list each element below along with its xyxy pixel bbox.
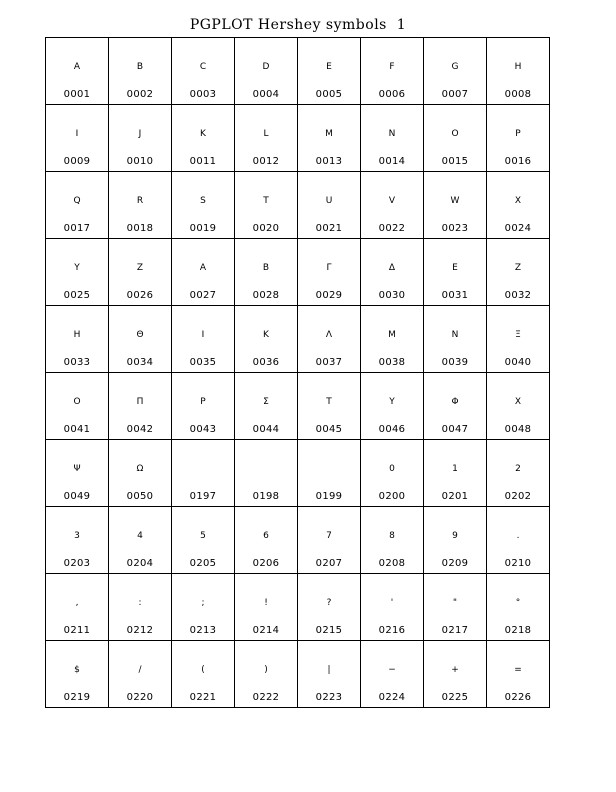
symbol-code: 0199 xyxy=(315,491,343,502)
symbol-code: 0211 xyxy=(63,625,91,636)
symbol-code: 0198 xyxy=(252,491,280,502)
symbol-code: 0031 xyxy=(441,290,469,301)
symbol-cell xyxy=(361,641,424,708)
symbol-cell xyxy=(298,105,361,172)
symbol-glyph: Τ xyxy=(326,397,332,407)
symbol-cell xyxy=(46,373,109,440)
symbol-code: 0202 xyxy=(504,491,532,502)
symbol-glyph: F xyxy=(389,62,395,72)
symbol-cell xyxy=(424,105,487,172)
symbol-cell xyxy=(172,641,235,708)
symbol-glyph: T xyxy=(263,196,269,206)
symbol-glyph xyxy=(235,463,297,475)
symbol-glyph: Β xyxy=(262,263,270,273)
symbol-glyph: ) xyxy=(264,665,268,675)
symbol-glyph: Σ xyxy=(263,397,269,407)
symbol-glyph: K xyxy=(200,129,206,139)
symbol-code: 0034 xyxy=(126,357,154,368)
symbol-cell xyxy=(109,239,172,306)
symbol-cell xyxy=(361,239,424,306)
symbol-code: 0047 xyxy=(441,424,469,435)
symbol-code: 0029 xyxy=(315,290,343,301)
symbol-cell xyxy=(172,38,235,105)
symbol-code: 0226 xyxy=(504,692,532,703)
symbol-code: 0048 xyxy=(504,424,532,435)
symbol-table xyxy=(45,37,550,708)
symbol-glyph: − xyxy=(388,665,396,675)
symbol-cell xyxy=(298,574,361,641)
symbol-cell xyxy=(46,105,109,172)
symbol-code: 0012 xyxy=(252,156,280,167)
symbol-cell xyxy=(487,172,550,239)
symbol-code: 0197 xyxy=(189,491,217,502)
symbol-glyph: X xyxy=(514,196,522,206)
symbol-glyph: : xyxy=(138,598,142,608)
symbol-code: 0038 xyxy=(378,357,406,368)
symbol-glyph: H xyxy=(514,62,522,72)
symbol-cell xyxy=(235,172,298,239)
symbol-cell xyxy=(424,239,487,306)
symbol-glyph: Ψ xyxy=(73,464,81,474)
symbol-cell xyxy=(109,373,172,440)
symbol-cell xyxy=(298,641,361,708)
symbol-glyph: Φ xyxy=(451,397,459,407)
symbol-cell xyxy=(361,373,424,440)
symbol-code: 0205 xyxy=(189,558,217,569)
symbol-cell xyxy=(235,306,298,373)
symbol-code: 0021 xyxy=(315,223,343,234)
symbol-cell xyxy=(298,38,361,105)
symbol-cell xyxy=(298,239,361,306)
symbol-cell xyxy=(487,574,550,641)
symbol-cell xyxy=(424,172,487,239)
symbol-code: 0208 xyxy=(378,558,406,569)
symbol-glyph: 0 xyxy=(389,464,395,474)
symbol-code: 0018 xyxy=(126,223,154,234)
symbol-code: 0009 xyxy=(63,156,91,167)
symbol-glyph: B xyxy=(136,62,144,72)
symbol-glyph: Ν xyxy=(451,330,459,340)
symbol-cell xyxy=(172,239,235,306)
symbol-code: 0204 xyxy=(126,558,154,569)
symbol-cell xyxy=(298,507,361,574)
symbol-glyph: Ι xyxy=(201,330,205,340)
symbol-cell xyxy=(172,507,235,574)
symbol-code: 0027 xyxy=(189,290,217,301)
symbol-code: 0039 xyxy=(441,357,469,368)
symbol-code: 0040 xyxy=(504,357,532,368)
symbol-code: 0013 xyxy=(315,156,343,167)
symbol-glyph: E xyxy=(326,62,332,72)
symbol-cell xyxy=(361,38,424,105)
symbol-code: 0014 xyxy=(378,156,406,167)
symbol-code: 0002 xyxy=(126,89,154,100)
symbol-glyph: A xyxy=(73,62,81,72)
symbol-glyph: 4 xyxy=(137,531,143,541)
symbol-code: 0020 xyxy=(252,223,280,234)
symbol-cell xyxy=(172,105,235,172)
symbol-cell xyxy=(487,105,550,172)
symbol-code: 0042 xyxy=(126,424,154,435)
symbol-cell xyxy=(235,507,298,574)
symbol-glyph: D xyxy=(262,62,270,72)
symbol-glyph: Χ xyxy=(514,397,522,407)
symbol-glyph: / xyxy=(138,665,142,675)
symbol-cell xyxy=(298,373,361,440)
symbol-glyph: Μ xyxy=(388,330,396,340)
symbol-code: 0017 xyxy=(63,223,91,234)
symbol-cell xyxy=(109,306,172,373)
symbol-code: 0019 xyxy=(189,223,217,234)
symbol-glyph: 2 xyxy=(515,464,521,474)
symbol-cell xyxy=(46,507,109,574)
symbol-code: 0221 xyxy=(189,692,217,703)
symbol-code: 0015 xyxy=(441,156,469,167)
symbol-code: 0201 xyxy=(441,491,469,502)
symbol-cell xyxy=(109,105,172,172)
symbol-code: 0203 xyxy=(63,558,91,569)
symbol-code: 0207 xyxy=(315,558,343,569)
symbol-glyph: ; xyxy=(201,598,205,608)
symbol-glyph: Δ xyxy=(388,263,396,273)
symbol-glyph: ° xyxy=(515,598,521,608)
symbol-glyph: N xyxy=(388,129,396,139)
symbol-glyph: Z xyxy=(136,263,144,273)
symbol-glyph: I xyxy=(75,129,79,139)
symbol-cell xyxy=(172,373,235,440)
symbol-glyph: Ζ xyxy=(514,263,522,273)
symbol-code: 0215 xyxy=(315,625,343,636)
symbol-glyph: 7 xyxy=(326,531,332,541)
symbol-glyph: W xyxy=(450,196,460,206)
symbol-cell xyxy=(361,574,424,641)
symbol-code: 0016 xyxy=(504,156,532,167)
symbol-glyph: Α xyxy=(199,263,207,273)
symbol-cell xyxy=(298,306,361,373)
symbol-cell xyxy=(46,306,109,373)
symbol-cell xyxy=(109,574,172,641)
symbol-glyph: Ω xyxy=(136,464,144,474)
symbol-glyph: ? xyxy=(326,598,332,608)
symbol-cell xyxy=(424,306,487,373)
symbol-glyph: 8 xyxy=(389,531,395,541)
symbol-code: 0200 xyxy=(378,491,406,502)
symbol-cell xyxy=(361,440,424,507)
symbol-code: 0220 xyxy=(126,692,154,703)
symbol-code: 0005 xyxy=(315,89,343,100)
symbol-code: 0033 xyxy=(63,357,91,368)
symbol-glyph: 9 xyxy=(452,531,458,541)
symbol-code: 0222 xyxy=(252,692,280,703)
symbol-glyph: C xyxy=(199,62,207,72)
symbol-code: 0219 xyxy=(63,692,91,703)
symbol-code: 0214 xyxy=(252,625,280,636)
symbol-code: 0050 xyxy=(126,491,154,502)
symbol-code: 0028 xyxy=(252,290,280,301)
symbol-cell xyxy=(46,172,109,239)
symbol-cell xyxy=(361,507,424,574)
symbol-glyph: 5 xyxy=(200,531,206,541)
symbol-cell xyxy=(46,574,109,641)
symbol-code: 0030 xyxy=(378,290,406,301)
symbol-glyph: M xyxy=(325,129,333,139)
symbol-glyph: S xyxy=(200,196,206,206)
symbol-glyph: Κ xyxy=(263,330,269,340)
symbol-code: 0209 xyxy=(441,558,469,569)
symbol-code: 0045 xyxy=(315,424,343,435)
symbol-glyph: R xyxy=(136,196,144,206)
symbol-glyph: + xyxy=(451,665,459,675)
symbol-code: 0206 xyxy=(252,558,280,569)
symbol-glyph: Y xyxy=(74,263,80,273)
symbol-cell xyxy=(235,105,298,172)
symbol-code: 0008 xyxy=(504,89,532,100)
symbol-glyph: Λ xyxy=(325,330,333,340)
symbol-code: 0049 xyxy=(63,491,91,502)
symbol-code: 0026 xyxy=(126,290,154,301)
symbol-cell xyxy=(487,440,550,507)
symbol-cell xyxy=(46,641,109,708)
symbol-code: 0011 xyxy=(189,156,217,167)
symbol-glyph: , xyxy=(75,598,79,608)
symbol-glyph: V xyxy=(388,196,396,206)
symbol-cell xyxy=(172,574,235,641)
symbol-glyph: " xyxy=(452,598,458,608)
symbol-cell xyxy=(361,105,424,172)
symbol-glyph: Ρ xyxy=(200,397,206,407)
symbol-glyph: L xyxy=(263,129,269,139)
symbol-glyph: Υ xyxy=(389,397,395,407)
symbol-code: 0041 xyxy=(63,424,91,435)
symbol-cell xyxy=(235,641,298,708)
symbol-cell xyxy=(424,507,487,574)
symbol-code: 0216 xyxy=(378,625,406,636)
symbol-cell xyxy=(235,440,298,507)
symbol-code: 0212 xyxy=(126,625,154,636)
symbol-code: 0003 xyxy=(189,89,217,100)
symbol-glyph: Ξ xyxy=(515,330,521,340)
symbol-glyph xyxy=(298,463,360,475)
symbol-cell xyxy=(487,507,550,574)
symbol-cell xyxy=(487,38,550,105)
symbol-cell xyxy=(487,239,550,306)
symbol-code: 0217 xyxy=(441,625,469,636)
symbol-cell xyxy=(109,507,172,574)
symbol-cell xyxy=(46,239,109,306)
symbol-glyph: 3 xyxy=(74,531,80,541)
symbol-code: 0035 xyxy=(189,357,217,368)
symbol-glyph: 1 xyxy=(452,464,458,474)
symbol-glyph: P xyxy=(515,129,521,139)
symbol-code: 0006 xyxy=(378,89,406,100)
symbol-code: 0007 xyxy=(441,89,469,100)
symbol-cell xyxy=(235,38,298,105)
symbol-cell xyxy=(424,373,487,440)
symbol-glyph: Ο xyxy=(73,397,81,407)
symbol-cell xyxy=(424,574,487,641)
symbol-glyph: $ xyxy=(74,665,80,675)
symbol-cell xyxy=(361,172,424,239)
symbol-code: 0210 xyxy=(504,558,532,569)
symbol-cell xyxy=(298,172,361,239)
symbol-cell xyxy=(235,239,298,306)
symbol-glyph: Η xyxy=(73,330,81,340)
symbol-cell xyxy=(424,641,487,708)
symbol-cell xyxy=(487,373,550,440)
symbol-cell xyxy=(487,306,550,373)
symbol-glyph xyxy=(172,463,234,475)
symbol-glyph: Q xyxy=(73,196,81,206)
symbol-code: 0223 xyxy=(315,692,343,703)
symbol-glyph: Ε xyxy=(452,263,458,273)
symbol-cell xyxy=(172,172,235,239)
symbol-cell xyxy=(46,440,109,507)
symbol-code: 0044 xyxy=(252,424,280,435)
symbol-code: 0032 xyxy=(504,290,532,301)
page-title: PGPLOT Hershey symbols 1 xyxy=(189,17,407,33)
symbol-code: 0225 xyxy=(441,692,469,703)
symbol-cell xyxy=(235,373,298,440)
symbol-cell xyxy=(109,38,172,105)
symbol-glyph: ( xyxy=(201,665,205,675)
symbol-glyph: J xyxy=(138,129,142,139)
symbol-cell xyxy=(109,172,172,239)
symbol-code: 0024 xyxy=(504,223,532,234)
symbol-code: 0037 xyxy=(315,357,343,368)
symbol-glyph: U xyxy=(325,196,333,206)
symbol-glyph: Θ xyxy=(136,330,144,340)
symbol-code: 0213 xyxy=(189,625,217,636)
symbol-code: 0224 xyxy=(378,692,406,703)
symbol-code: 0010 xyxy=(126,156,154,167)
symbol-glyph: Γ xyxy=(326,263,332,273)
symbol-glyph: G xyxy=(451,62,459,72)
symbol-cell xyxy=(298,440,361,507)
symbol-glyph: ' xyxy=(390,598,394,608)
symbol-cell xyxy=(487,641,550,708)
symbol-code: 0001 xyxy=(63,89,91,100)
symbol-glyph: = xyxy=(514,665,522,675)
symbol-glyph: 6 xyxy=(263,531,269,541)
symbol-code: 0036 xyxy=(252,357,280,368)
symbol-cell xyxy=(46,38,109,105)
symbol-code: 0218 xyxy=(504,625,532,636)
symbol-cell xyxy=(235,574,298,641)
symbol-cell xyxy=(109,641,172,708)
symbol-glyph: . xyxy=(516,531,520,541)
symbol-cell xyxy=(361,306,424,373)
symbol-glyph: ! xyxy=(264,598,268,608)
symbol-cell xyxy=(172,306,235,373)
symbol-cell xyxy=(424,440,487,507)
symbol-code: 0025 xyxy=(63,290,91,301)
symbol-glyph: Π xyxy=(136,397,144,407)
symbol-glyph: O xyxy=(451,129,459,139)
symbol-code: 0046 xyxy=(378,424,406,435)
symbol-code: 0043 xyxy=(189,424,217,435)
symbol-code: 0022 xyxy=(378,223,406,234)
symbol-cell xyxy=(172,440,235,507)
symbol-cell xyxy=(424,38,487,105)
symbol-glyph: | xyxy=(327,665,331,675)
symbol-code: 0023 xyxy=(441,223,469,234)
symbol-cell xyxy=(109,440,172,507)
symbol-code: 0004 xyxy=(252,89,280,100)
